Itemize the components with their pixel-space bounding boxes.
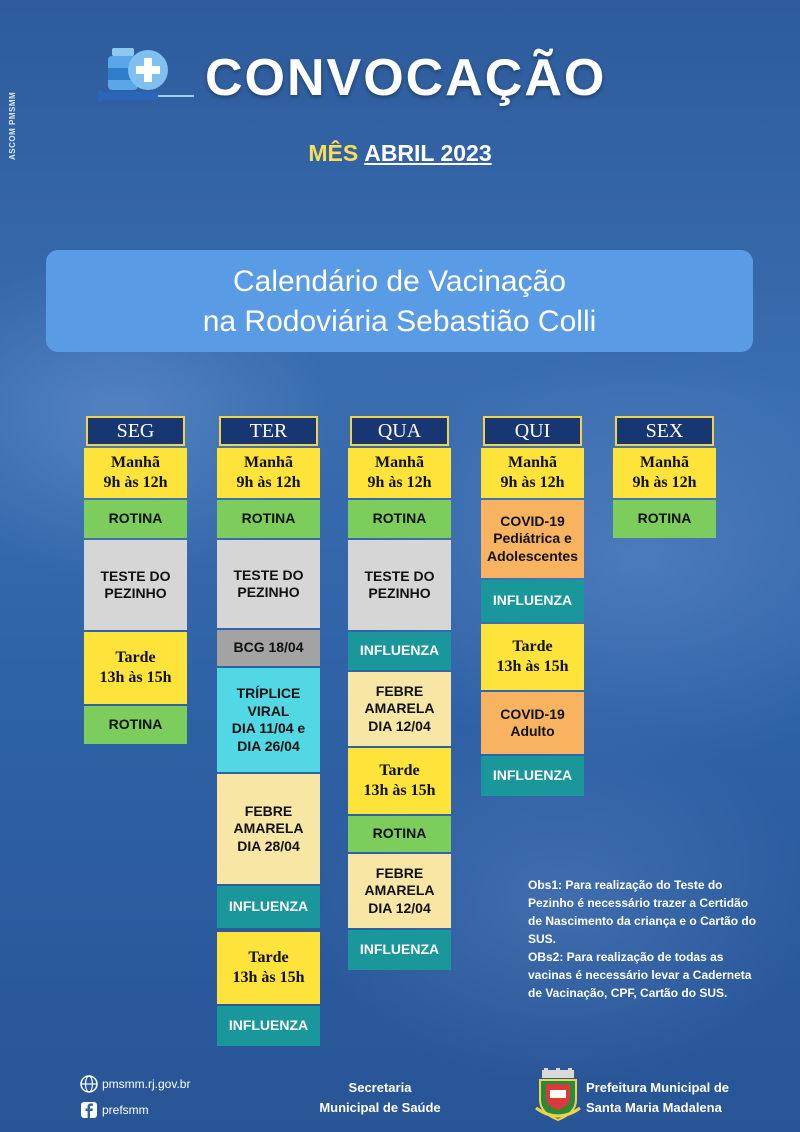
vaccine-plus-icon [98, 44, 198, 108]
social-link[interactable] [80, 1100, 149, 1120]
vaccine-slot: INFLUENZA [481, 580, 584, 622]
vaccine-slot: ROTINA [217, 500, 320, 538]
notes-block [528, 876, 760, 1002]
shift-afternoon: Tarde 13h às 15h [481, 624, 584, 690]
social-text: prefsmm [102, 1103, 149, 1117]
shift-morning: Manhã 9h às 12h [613, 448, 716, 498]
month-value: ABRIL 2023 [364, 140, 492, 166]
vaccine-slot: FEBRE AMARELA DIA 28/04 [217, 774, 320, 884]
column-ter [217, 416, 320, 1048]
shift-afternoon: Tarde 13h às 15h [84, 632, 187, 704]
organization-name: Prefeitura Municipal de Santa Maria Madalena [586, 1080, 730, 1115]
vaccine-slot: ROTINA [84, 500, 187, 538]
vaccine-slot: FEBRE AMARELA DIA 12/04 [348, 672, 451, 746]
note-1: Obs1: Para realização do Teste do Pezinho é necessário trazer a Certidão de Nascimento da criança e o Cartão do SUS. [528, 878, 757, 946]
department-name: Secretaria Municipal de Saúde [319, 1080, 441, 1115]
vaccine-slot: INFLUENZA [348, 930, 451, 970]
vaccine-slot: ROTINA [348, 500, 451, 538]
vaccine-slot: BCG 18/04 [217, 630, 320, 666]
globe-icon [80, 1075, 98, 1093]
vaccine-slot: INFLUENZA [217, 886, 320, 928]
column-sex [613, 416, 716, 540]
shift-afternoon: Tarde 13h às 15h [348, 748, 451, 814]
vaccine-slot: COVID-19 Pediátrica e Adolescentes [481, 500, 584, 578]
day-header-qua: QUA [350, 416, 449, 446]
vaccine-slot: TESTE DO PEZINHO [348, 540, 451, 630]
day-header-sex: SEX [615, 416, 714, 446]
shift-morning: Manhã 9h às 12h [348, 448, 451, 498]
column-qui [481, 416, 584, 798]
banner-line-2: na Rodoviária Sebastião Colli [202, 305, 597, 338]
schedule-banner [46, 250, 753, 352]
column-seg [84, 416, 187, 746]
banner-line-1: Calendário de Vacinação [232, 265, 566, 298]
vaccine-slot: INFLUENZA [217, 1006, 320, 1046]
month-label: MÊS [308, 140, 359, 166]
vaccine-slot: INFLUENZA [481, 756, 584, 796]
vaccine-slot: FEBRE AMARELA DIA 12/04 [348, 854, 451, 928]
column-qua [348, 416, 451, 972]
vaccine-slot: ROTINA [84, 706, 187, 744]
shift-afternoon: Tarde 13h às 15h [217, 932, 320, 1004]
day-header-seg: SEG [86, 416, 185, 446]
facebook-icon [80, 1101, 98, 1119]
vaccine-slot: ROTINA [348, 816, 451, 852]
day-header-qui: QUI [483, 416, 582, 446]
note-2: OBs2: Para realização de todas as vacinas é necessário levar a Caderneta de Vacinação, CPF, Cartão do SUS. [528, 950, 752, 1000]
shift-morning: Manhã 9h às 12h [84, 448, 187, 498]
day-header-ter: TER [219, 416, 318, 446]
vaccine-slot: INFLUENZA [348, 632, 451, 670]
vaccine-slot: TESTE DO PEZINHO [84, 540, 187, 630]
municipal-crest-icon [534, 1068, 582, 1122]
website-link[interactable] [80, 1074, 190, 1094]
website-text: pmsmm.rj.gov.br [102, 1077, 191, 1091]
vaccine-slot: TRÍPLICE VIRAL DIA 11/04 e DIA 26/04 [217, 668, 320, 772]
vaccine-slot: COVID-19 Adulto [481, 692, 584, 754]
credit-text: ASCOM PMSMM [8, 91, 17, 160]
page-title: CONVOCAÇÃO [205, 49, 607, 107]
vaccine-slot: ROTINA [613, 500, 716, 538]
shift-morning: Manhã 9h às 12h [217, 448, 320, 498]
month-line [0, 140, 800, 174]
shift-morning: Manhã 9h às 12h [481, 448, 584, 498]
vaccine-slot: TESTE DO PEZINHO [217, 540, 320, 628]
